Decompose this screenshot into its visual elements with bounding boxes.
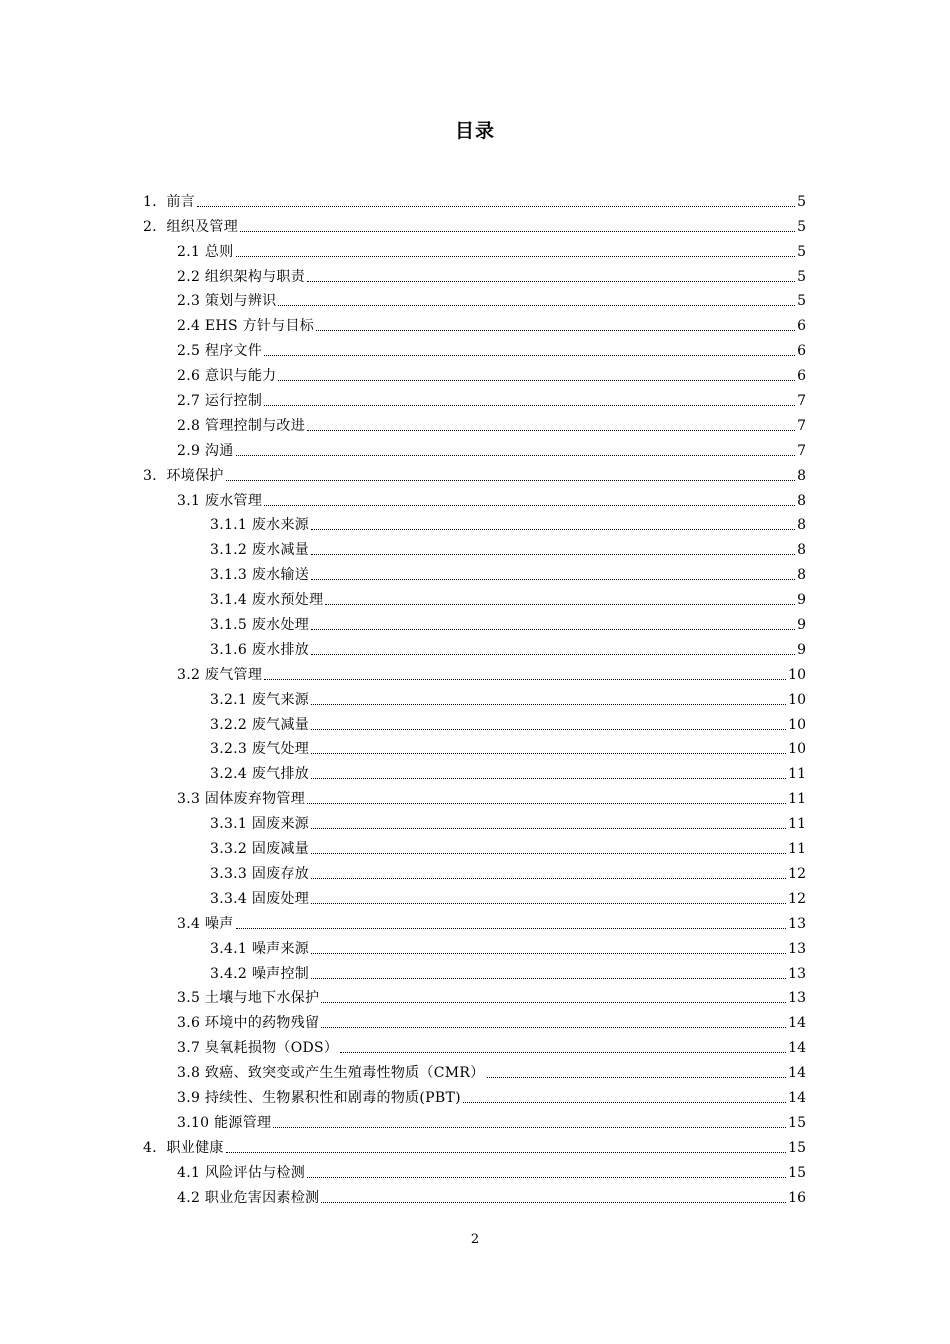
toc-entry-label: 2.7 运行控制 xyxy=(177,393,263,410)
toc-entry-label: 2.1 总则 xyxy=(177,243,234,260)
toc-entry-page: 8 xyxy=(797,467,806,484)
toc-dot-leader xyxy=(278,380,795,381)
toc-entry[interactable] xyxy=(0,958,806,983)
toc-entry[interactable] xyxy=(0,883,806,908)
toc-dot-leader xyxy=(311,654,795,655)
toc-entry[interactable] xyxy=(0,1032,806,1057)
toc-entry[interactable] xyxy=(0,360,806,385)
toc-dot-leader xyxy=(264,679,786,680)
toc-entry-label: 3.1 废水管理 xyxy=(177,492,263,509)
toc-entry-page: 14 xyxy=(788,1040,806,1057)
toc-entry[interactable] xyxy=(0,286,806,311)
toc-entry-label: 3.3 固体废弃物管理 xyxy=(177,791,306,808)
toc-entry[interactable] xyxy=(0,1007,806,1032)
toc-entry[interactable] xyxy=(0,933,806,958)
toc-entry-page: 13 xyxy=(788,990,806,1007)
toc-entry-label: 2.3 策划与辨识 xyxy=(177,293,277,310)
toc-entry-page: 5 xyxy=(797,243,806,260)
toc-entry-label: 2．组织及管理 xyxy=(143,218,239,235)
toc-entry[interactable] xyxy=(0,734,806,759)
toc-entry[interactable] xyxy=(0,758,806,783)
toc-dot-leader xyxy=(311,853,786,854)
toc-entry-label: 3.2.1 废气来源 xyxy=(210,691,310,708)
toc-dot-leader xyxy=(311,729,786,730)
toc-entry-page: 10 xyxy=(788,716,806,733)
toc-entry-label: 2.6 意识与能力 xyxy=(177,368,277,385)
toc-entry[interactable] xyxy=(0,908,806,933)
toc-entry-page: 10 xyxy=(788,691,806,708)
toc-entry[interactable] xyxy=(0,684,806,709)
toc-entry[interactable] xyxy=(0,211,806,236)
toc-dot-leader xyxy=(264,405,795,406)
toc-entry-label: 3.4.2 噪声控制 xyxy=(210,965,310,982)
toc-entry-label: 2.8 管理控制与改进 xyxy=(177,417,306,434)
toc-entry-page: 13 xyxy=(788,965,806,982)
toc-dot-leader xyxy=(311,704,786,705)
toc-entry[interactable] xyxy=(0,186,806,211)
toc-entry[interactable] xyxy=(0,659,806,684)
toc-entry-label: 3.3.2 固废减量 xyxy=(210,841,310,858)
toc-entry-page: 10 xyxy=(788,741,806,758)
toc-entry-label: 4.2 职业危害因素检测 xyxy=(177,1189,320,1206)
toc-entry-page: 11 xyxy=(788,791,806,808)
toc-entry[interactable] xyxy=(0,709,806,734)
toc-entry-label: 3.2.2 废气减量 xyxy=(210,716,310,733)
toc-dot-leader xyxy=(307,803,786,804)
toc-entry-label: 3.1.1 废水来源 xyxy=(210,517,310,534)
toc-dot-leader xyxy=(311,629,795,630)
toc-entry[interactable] xyxy=(0,385,806,410)
toc-entry[interactable] xyxy=(0,510,806,535)
toc-entry[interactable] xyxy=(0,783,806,808)
toc-entry-label: 3.4.1 噪声来源 xyxy=(210,940,310,957)
toc-entry-page: 5 xyxy=(797,218,806,235)
toc-entry-label: 3.2.4 废气排放 xyxy=(210,766,310,783)
toc-entry[interactable] xyxy=(0,410,806,435)
toc-entry[interactable] xyxy=(0,609,806,634)
toc-dot-leader xyxy=(311,778,786,779)
toc-entry-page: 12 xyxy=(788,890,806,907)
toc-entry-page: 6 xyxy=(797,368,806,385)
toc-dot-leader xyxy=(236,256,796,257)
toc-entry-label: 4.1 风险评估与检测 xyxy=(177,1164,306,1181)
toc-entry-page: 15 xyxy=(788,1164,806,1181)
toc-entry-page: 14 xyxy=(788,1015,806,1032)
toc-entry[interactable] xyxy=(0,808,806,833)
toc-entry-page: 7 xyxy=(797,417,806,434)
toc-entry-page: 6 xyxy=(797,318,806,335)
toc-entry-page: 9 xyxy=(797,641,806,658)
page-number: 2 xyxy=(470,1232,480,1247)
toc-dot-leader xyxy=(311,878,786,879)
toc-entry[interactable] xyxy=(0,236,806,261)
toc-entry-label: 3.9 持续性、生物累积性和剧毒的物质(PBT) xyxy=(177,1089,461,1106)
toc-entry[interactable] xyxy=(0,460,806,485)
toc-dot-leader xyxy=(236,928,787,929)
toc-dot-leader xyxy=(311,953,786,954)
toc-dot-leader xyxy=(311,554,795,555)
toc-entry[interactable] xyxy=(0,335,806,360)
toc-entry-label: 3.3.1 固废来源 xyxy=(210,816,310,833)
toc-entry-page: 8 xyxy=(797,492,806,509)
toc-dot-leader xyxy=(236,455,796,456)
toc-entry-label: 3.10 能源管理 xyxy=(177,1114,272,1131)
toc-entry-page: 11 xyxy=(788,841,806,858)
toc-entry[interactable] xyxy=(0,485,806,510)
toc-dot-leader xyxy=(321,1027,786,1028)
toc-dot-leader xyxy=(226,480,795,481)
toc-entry[interactable] xyxy=(0,1082,806,1107)
toc-dot-leader xyxy=(316,330,795,331)
toc-entry[interactable] xyxy=(0,559,806,584)
toc-dot-leader xyxy=(264,505,795,506)
toc-entry-page: 16 xyxy=(788,1189,806,1206)
toc-dot-leader xyxy=(307,281,795,282)
toc-entry-label: 3.6 环境中的药物残留 xyxy=(177,1015,320,1032)
toc-entry[interactable] xyxy=(0,435,806,460)
toc-entry-page: 14 xyxy=(788,1065,806,1082)
toc-entry-label: 3.1.6 废水排放 xyxy=(210,641,310,658)
toc-dot-leader xyxy=(311,978,786,979)
toc-dot-leader xyxy=(463,1102,786,1103)
toc-entry[interactable] xyxy=(0,1057,806,1082)
toc-entry-label: 3.2.3 废气处理 xyxy=(210,741,310,758)
toc-entry-page: 5 xyxy=(797,268,806,285)
toc-dot-leader xyxy=(321,1002,786,1003)
toc-entry-label: 3.3.4 固废处理 xyxy=(210,890,310,907)
toc-dot-leader xyxy=(311,828,786,829)
toc-entry-label: 3.1.3 废水输送 xyxy=(210,567,310,584)
toc-entry[interactable] xyxy=(0,634,806,659)
toc-entry-label: 3.1.4 废水预处理 xyxy=(210,592,324,609)
toc-entry-page: 7 xyxy=(797,393,806,410)
toc-entry-label: 3.5 土壤与地下水保护 xyxy=(177,990,320,1007)
toc-dot-leader xyxy=(197,206,795,207)
toc-title: 目录 xyxy=(454,120,495,142)
toc-entry-page: 6 xyxy=(797,343,806,360)
toc-dot-leader xyxy=(487,1077,787,1078)
toc-entry-page: 8 xyxy=(797,567,806,584)
toc-dot-leader xyxy=(226,1152,786,1153)
toc-entry[interactable] xyxy=(0,1182,806,1207)
toc-entry-page: 7 xyxy=(797,442,806,459)
toc-dot-leader xyxy=(340,1052,786,1053)
toc-entry[interactable] xyxy=(0,534,806,559)
toc-entry-page: 8 xyxy=(797,517,806,534)
toc-entry[interactable] xyxy=(0,584,806,609)
toc-entry-page: 13 xyxy=(788,940,806,957)
toc-dot-leader xyxy=(278,305,795,306)
toc-dot-leader xyxy=(240,231,795,232)
toc-entry-page: 9 xyxy=(797,617,806,634)
toc-entry-page: 14 xyxy=(788,1089,806,1106)
toc-entry[interactable] xyxy=(0,833,806,858)
toc-entry[interactable] xyxy=(0,1132,806,1157)
toc-entry-label: 3.2 废气管理 xyxy=(177,666,263,683)
toc-entry-page: 15 xyxy=(788,1114,806,1131)
toc-entry-page: 13 xyxy=(788,915,806,932)
toc-dot-leader xyxy=(307,430,795,431)
table-of-contents xyxy=(0,186,950,1207)
toc-entry[interactable] xyxy=(0,983,806,1008)
toc-dot-leader xyxy=(311,903,786,904)
toc-entry-page: 8 xyxy=(797,542,806,559)
toc-entry-page: 9 xyxy=(797,592,806,609)
toc-entry-label: 3.1.5 废水处理 xyxy=(210,617,310,634)
toc-entry[interactable] xyxy=(0,261,806,286)
toc-dot-leader xyxy=(325,604,795,605)
toc-entry-label: 3.8 致癌、致突变或产生生殖毒性物质（CMR） xyxy=(177,1065,485,1082)
toc-dot-leader xyxy=(321,1202,786,1203)
toc-dot-leader xyxy=(273,1127,786,1128)
toc-dot-leader xyxy=(311,579,795,580)
toc-entry[interactable] xyxy=(0,310,806,335)
toc-entry-label: 2.9 沟通 xyxy=(177,442,234,459)
toc-entry-page: 5 xyxy=(797,193,806,210)
toc-entry-label: 1．前言 xyxy=(143,193,196,210)
toc-dot-leader xyxy=(264,355,795,356)
toc-entry-page: 10 xyxy=(788,666,806,683)
toc-entry-label: 3．环境保护 xyxy=(143,467,224,484)
toc-entry-label: 2.4 EHS 方针与目标 xyxy=(177,318,315,335)
toc-entry-page: 5 xyxy=(797,293,806,310)
toc-dot-leader xyxy=(311,753,786,754)
toc-entry[interactable] xyxy=(0,858,806,883)
toc-entry-label: 3.1.2 废水减量 xyxy=(210,542,310,559)
toc-entry-page: 15 xyxy=(788,1139,806,1156)
toc-entry[interactable] xyxy=(0,1107,806,1132)
toc-entry-label: 3.4 噪声 xyxy=(177,915,234,932)
toc-entry-page: 11 xyxy=(788,766,806,783)
toc-entry-label: 2.2 组织架构与职责 xyxy=(177,268,306,285)
toc-entry-label: 4．职业健康 xyxy=(143,1139,224,1156)
toc-dot-leader xyxy=(311,529,795,530)
toc-entry-page: 12 xyxy=(788,865,806,882)
toc-dot-leader xyxy=(307,1177,786,1178)
toc-entry-label: 3.7 臭氧耗损物（ODS） xyxy=(177,1040,339,1057)
toc-entry-label: 3.3.3 固废存放 xyxy=(210,865,310,882)
toc-entry-label: 2.5 程序文件 xyxy=(177,343,263,360)
toc-entry-page: 11 xyxy=(788,816,806,833)
toc-entry[interactable] xyxy=(0,1157,806,1182)
